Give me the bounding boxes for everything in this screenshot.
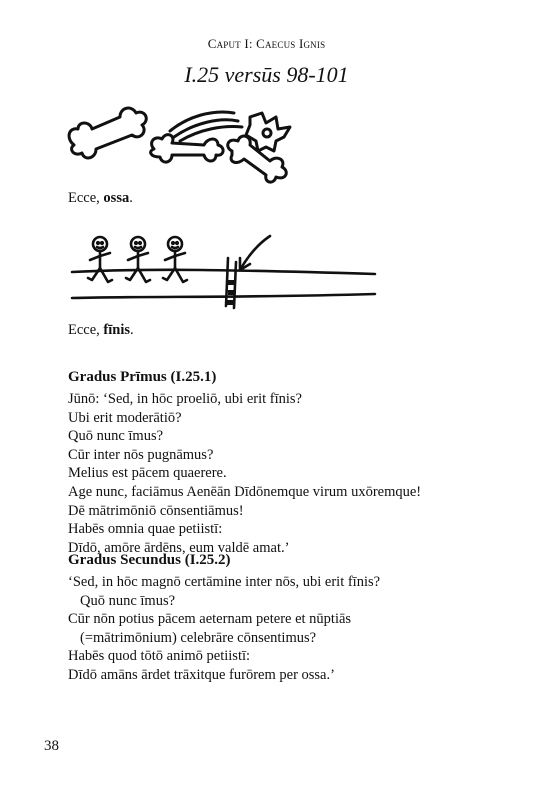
finish-line (226, 258, 236, 308)
stick-figure-3 (163, 237, 187, 282)
section-heading-1: Gradus Prīmus (I.25.1) (68, 369, 217, 385)
page-number: 38 (44, 738, 59, 754)
section-heading-2: Gradus Secundus (I.25.2) (68, 552, 231, 568)
text-line: Dīdō amāns ārdet trāxitque furōrem per ossa.’ (68, 666, 335, 683)
text-line: ‘Sed, in hōc magnō certāmine inter nōs, ubi erit fīnis? (68, 574, 381, 590)
bones-icon (62, 95, 302, 190)
text-line: Age nunc, faciāmus Aenēān Dīdōnemque virum uxōremque! (68, 483, 422, 500)
text-line: Cūr nōn potius pācem aeternam petere et nūptiās (68, 611, 352, 628)
stick-figure-1 (88, 237, 112, 282)
text-line: (=mātrimōnium) celebrāre cōnsentimus? (80, 629, 317, 646)
text-line: Habēs omnia quae petiistī: (68, 521, 223, 538)
chapter-title: I.25 versūs 98-101 (184, 62, 349, 87)
stick-figures-finish-line-icon (70, 228, 390, 318)
text-line: Melius est pācem quaerere. (68, 465, 227, 482)
section-2-text (68, 573, 380, 685)
text-line: Quō nunc īmus? (68, 428, 164, 445)
text-line: Ubi erit moderātiō? (68, 409, 182, 426)
arrow-icon (240, 236, 270, 270)
caption-finish: Ecce, fīnis. (68, 322, 134, 338)
section-1-text (68, 390, 421, 557)
running-head: Caput I: Caecus Ignis (207, 36, 326, 51)
text-line: Quō nunc īmus? (80, 592, 176, 609)
bone-1 (69, 108, 146, 158)
text-line: Dē mātrimōniō cōnsentiāmus! (68, 502, 244, 519)
text-line: Dīdō, amōre ārdēns, eum valdē amat.’ (68, 539, 290, 556)
stick-figure-2 (126, 237, 150, 282)
text-line: Jūnō: ‘Sed, in hōc proeliō, ubi erit fīnis? (68, 391, 302, 407)
caption-bones: Ecce, ossa. (68, 190, 133, 206)
text-line: Cūr inter nōs pugnāmus? (68, 446, 214, 463)
bone-slash-marks (170, 112, 242, 141)
text-line: Habēs quod tōtō animō petiistī: (68, 648, 251, 665)
